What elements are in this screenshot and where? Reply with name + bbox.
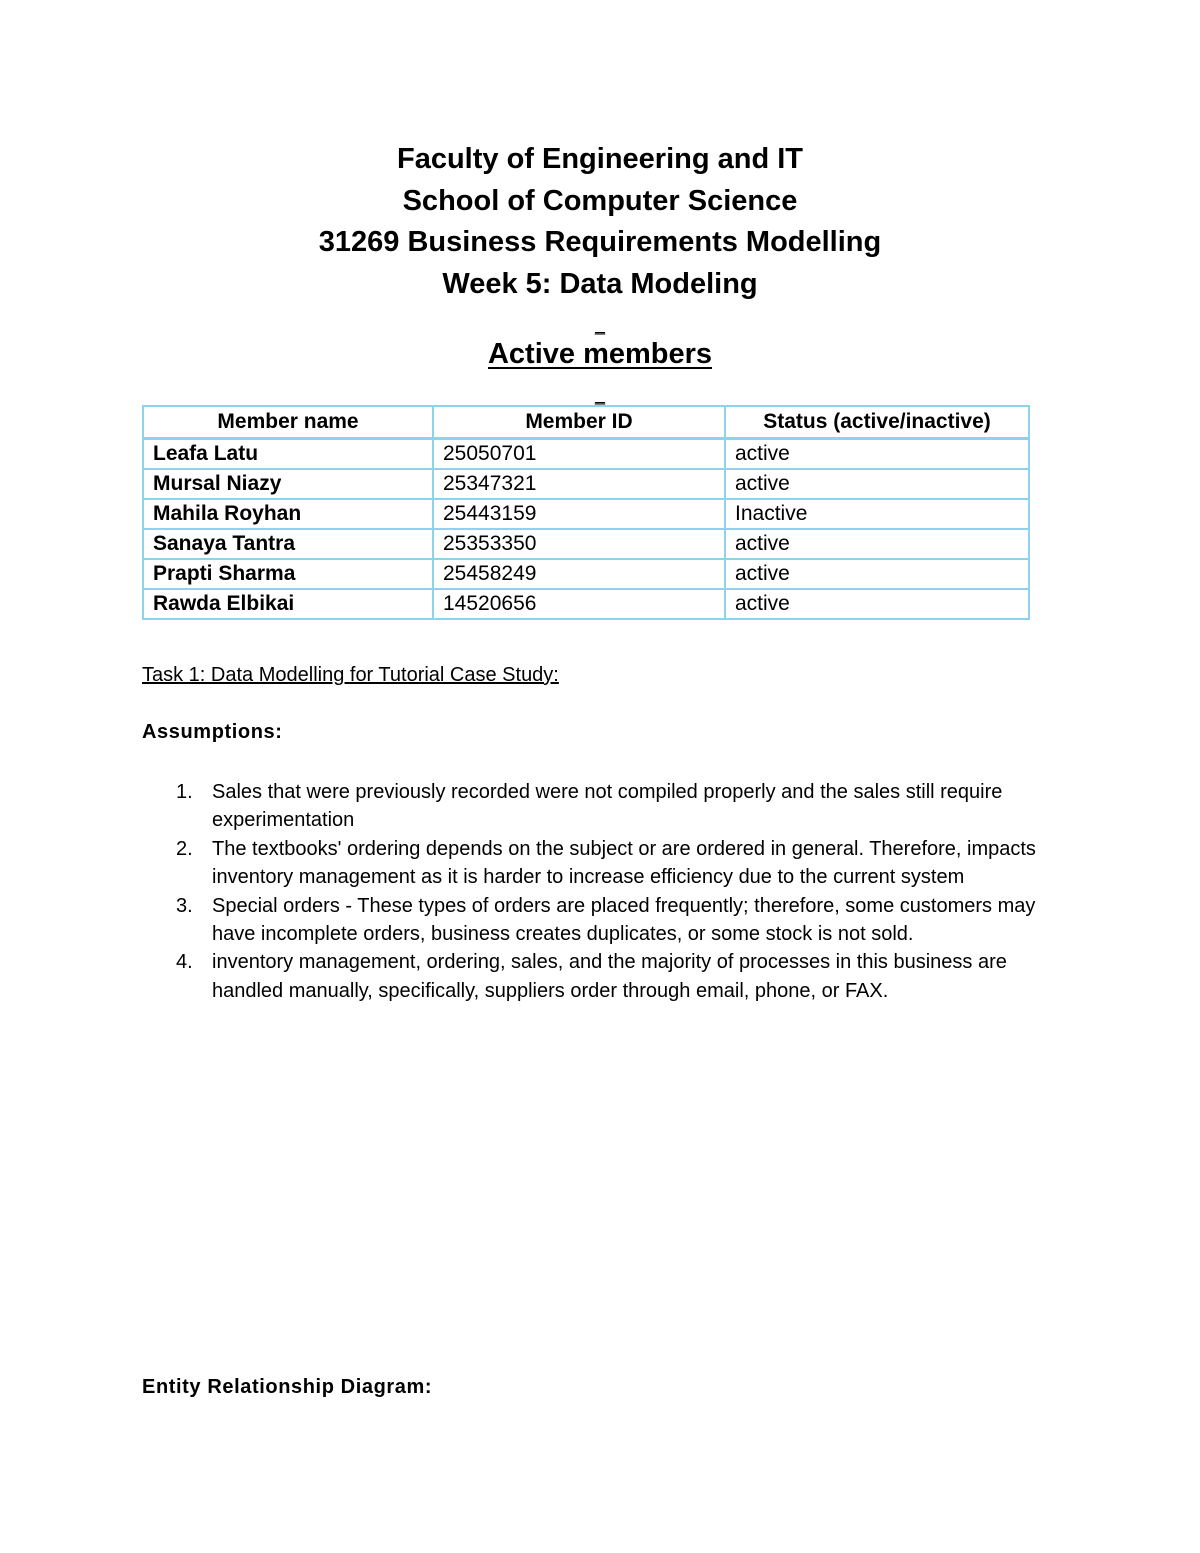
subject-title: 31269 Business Requirements Modelling bbox=[318, 226, 882, 258]
active-members-heading: Active members bbox=[487, 338, 713, 370]
table-row bbox=[143, 559, 1029, 589]
member-id-cell: 25353350 bbox=[433, 529, 725, 559]
member-name-cell: Mahila Royhan bbox=[143, 499, 433, 529]
list-item bbox=[142, 892, 1062, 949]
week-title: Week 5: Data Modeling bbox=[442, 267, 758, 300]
school-title: School of Computer Science bbox=[402, 184, 798, 217]
header-status: Status (active/inactive) bbox=[725, 406, 1029, 439]
member-name-cell: Rawda Elbikai bbox=[143, 589, 433, 619]
list-item bbox=[142, 835, 1062, 892]
header-member-id: Member ID bbox=[433, 406, 725, 439]
table-header-row bbox=[143, 406, 1029, 439]
list-number: 1. bbox=[176, 781, 193, 803]
faculty-title: Faculty of Engineering and IT bbox=[396, 143, 804, 175]
member-status-cell: active bbox=[725, 439, 1029, 470]
table-row bbox=[143, 469, 1029, 499]
list-item-text: inventory management, ordering, sales, and the majority of processes in this business are handled manually, specifically, suppliers order through email, phone, or FAX. bbox=[212, 951, 1007, 1002]
list-number: 2. bbox=[176, 837, 193, 860]
member-name-cell: Sanaya Tantra bbox=[143, 529, 433, 559]
task-title: Task 1: Data Modelling for Tutorial Case Study: bbox=[142, 664, 559, 686]
member-id-cell: 25443159 bbox=[433, 499, 725, 529]
list-item-text: The textbooks' ordering depends on the subject or are ordered in general. Therefore, impacts inventory management as it is harder to increase efficiency due to the current system bbox=[212, 837, 1036, 889]
list-number: 3. bbox=[176, 894, 193, 917]
list-item-text: Special orders - These types of orders are placed frequently; therefore, some customers may have incomplete orders, business creates duplicates, or some stock is not sold. bbox=[212, 894, 1036, 946]
erd-heading: Entity Relationship Diagram: bbox=[142, 1376, 433, 1398]
list-item bbox=[142, 948, 1062, 1005]
list-item bbox=[142, 778, 1062, 835]
member-id-cell: 25050701 bbox=[433, 439, 725, 470]
member-name-cell: Leafa Latu bbox=[143, 439, 433, 470]
member-id-cell: 25347321 bbox=[433, 469, 725, 499]
assumptions-heading: Assumptions: bbox=[142, 721, 283, 743]
member-status-cell: active bbox=[725, 529, 1029, 559]
section-underscore-mark: _ bbox=[594, 385, 605, 405]
member-id-cell: 25458249 bbox=[433, 559, 725, 589]
table-row bbox=[143, 439, 1029, 470]
list-number: 4. bbox=[176, 951, 193, 974]
member-status-cell: active bbox=[725, 469, 1029, 499]
assumptions-list bbox=[142, 778, 1062, 1005]
member-status-cell: active bbox=[725, 589, 1029, 619]
document-header bbox=[0, 139, 1200, 305]
list-item-text: Sales that were previously recorded were not compiled properly and the sales still require experimentation bbox=[212, 781, 1003, 832]
table-row bbox=[143, 529, 1029, 559]
member-name-cell: Mursal Niazy bbox=[143, 469, 433, 499]
member-id-cell: 14520656 bbox=[433, 589, 725, 619]
member-status-cell: active bbox=[725, 559, 1029, 589]
table-row bbox=[143, 589, 1029, 619]
members-table bbox=[142, 405, 1030, 620]
member-status-cell: Inactive bbox=[725, 499, 1029, 529]
table-row bbox=[143, 499, 1029, 529]
header-underscore-mark: _ bbox=[594, 315, 605, 335]
header-member-name: Member name bbox=[143, 406, 433, 439]
member-name-cell: Prapti Sharma bbox=[143, 559, 433, 589]
